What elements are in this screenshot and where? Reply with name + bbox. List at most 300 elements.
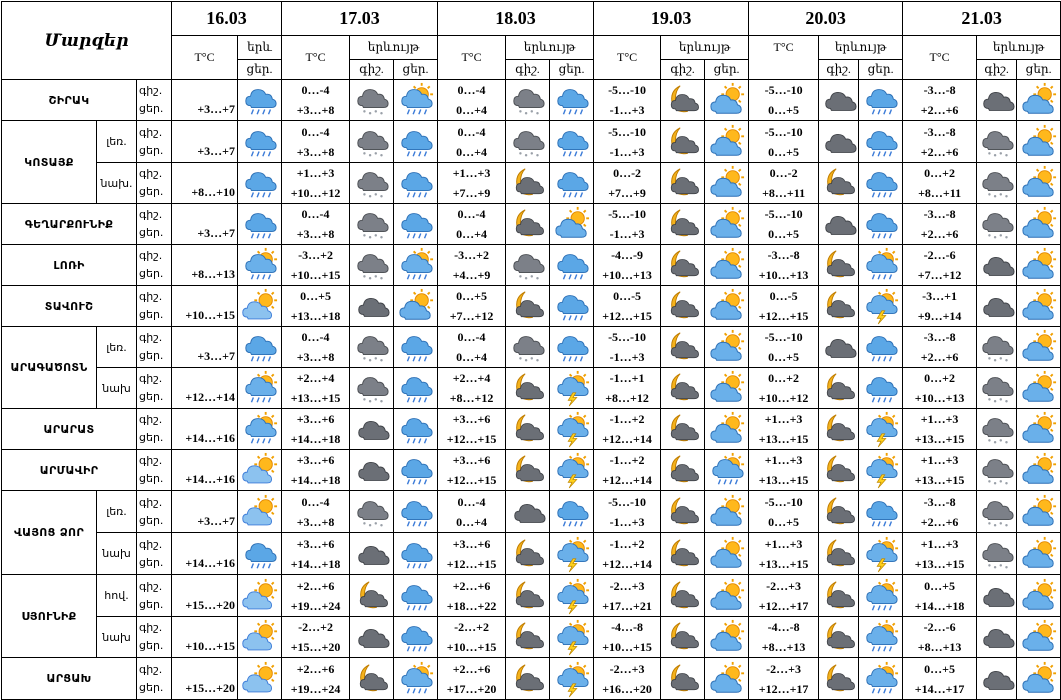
- night-weather-cell: [977, 491, 1017, 533]
- cloudsnow-icon: [354, 370, 390, 406]
- temp-range: [903, 204, 977, 245]
- day-temp: +12…+14: [602, 432, 652, 446]
- night-weather-cell: [977, 409, 1017, 450]
- dark-icon: [979, 661, 1015, 697]
- day-header: ցեր.: [394, 60, 438, 80]
- night-temp: -5…-10: [764, 494, 803, 509]
- night-label: գիշ.: [139, 249, 163, 262]
- dark-icon: [979, 578, 1015, 614]
- rain-icon: [242, 329, 278, 365]
- day-weather-cell: [550, 491, 594, 533]
- temp-header: T°C: [594, 36, 661, 80]
- day-weather-cell: [550, 286, 594, 327]
- suncloud-icon: [242, 619, 278, 655]
- night-temp: -5…-10: [608, 83, 647, 97]
- night-weather-cell: [350, 204, 394, 245]
- date-header: 21.03: [903, 2, 1061, 36]
- moon-icon: [354, 578, 390, 614]
- weather-cell: [238, 121, 282, 163]
- night-weather-cell: [506, 658, 550, 700]
- phenom-header: երևույթ: [506, 36, 594, 60]
- sun-icon: [709, 494, 745, 530]
- night-weather-cell: [506, 245, 550, 286]
- day-temp: +19…+24: [290, 598, 341, 613]
- night-temp: -3…-8: [923, 494, 956, 509]
- sun-icon: [1021, 578, 1057, 614]
- temp-range: [903, 575, 977, 617]
- moon-icon: [821, 165, 857, 201]
- night-weather-cell: [977, 163, 1017, 204]
- date-header: 19.03: [594, 2, 749, 36]
- night-weather-cell: [350, 533, 394, 575]
- day-weather-cell: [1017, 163, 1061, 204]
- day-label: ցեր.: [139, 390, 164, 403]
- night-weather-cell: [350, 121, 394, 163]
- temp-range: [282, 658, 350, 700]
- moon-icon: [665, 82, 701, 118]
- weather-cell: [238, 658, 282, 700]
- night-temp: +1…+3: [296, 166, 335, 180]
- temp-range: [282, 491, 350, 533]
- temp-header: T°C: [438, 36, 506, 80]
- date-header: 20.03: [749, 2, 903, 36]
- day-label: ցեր.: [139, 349, 164, 362]
- moon-icon: [665, 165, 701, 201]
- rain-icon: [398, 206, 434, 242]
- night-weather-cell: [661, 204, 705, 245]
- period-labels: [137, 617, 172, 658]
- day-label: ցեր.: [139, 513, 164, 527]
- night-label: գիշ.: [139, 208, 163, 221]
- temp-range: [282, 245, 350, 286]
- day-temp: 0…+5: [768, 514, 799, 529]
- night-temp: +2…+6: [296, 661, 335, 676]
- day-weather-cell: [394, 491, 438, 533]
- day-temp: +14…+17: [914, 681, 965, 696]
- moon-icon: [665, 619, 701, 655]
- night-header: գիշ.: [506, 60, 550, 80]
- temp-range: [438, 245, 506, 286]
- table-row: [2, 163, 1061, 184]
- suncloud-icon: [242, 452, 278, 488]
- day-temp: +8…+13: [172, 245, 238, 286]
- day-weather-cell: [550, 368, 594, 409]
- day-temp: +14…+18: [290, 432, 341, 446]
- temp-range: [903, 368, 977, 409]
- dark-icon: [354, 619, 390, 655]
- temp-range: [749, 617, 819, 658]
- day-weather-cell: [705, 450, 749, 491]
- night-weather-cell: [661, 533, 705, 575]
- cloudsnow-icon: [510, 82, 546, 118]
- region-subarea: լեռ.: [97, 327, 137, 368]
- night-weather-cell: [977, 121, 1017, 163]
- day-temp: +2…+6: [920, 227, 959, 241]
- rain-icon: [242, 82, 278, 118]
- moon-icon: [665, 411, 701, 447]
- weather-cell: [238, 491, 282, 533]
- suncloud-icon: [242, 288, 278, 324]
- day-label: ցեր.: [139, 431, 164, 444]
- night-temp: -4…-8: [611, 620, 644, 634]
- temp-range: [438, 617, 506, 658]
- phenom-header: երև: [238, 36, 282, 60]
- night-label: գիշ.: [139, 84, 163, 97]
- day-header: ցեր.: [1017, 60, 1061, 80]
- day-temp: +10…+12: [758, 391, 809, 405]
- day-weather-cell: [1017, 617, 1061, 658]
- night-temp: +2…+6: [452, 578, 491, 593]
- day-weather-cell: [394, 368, 438, 409]
- region-name: ՇԻՐԱԿ: [2, 80, 137, 121]
- sun-icon: [709, 619, 745, 655]
- day-temp: +13…+15: [914, 473, 965, 487]
- moon-icon: [665, 206, 701, 242]
- region-name: ԱՐԱԳԱԾՈՏՆ: [2, 327, 97, 409]
- table-row: [2, 80, 1061, 101]
- night-weather-cell: [661, 327, 705, 368]
- day-label: ցեր.: [139, 680, 164, 694]
- night-weather-cell: [977, 245, 1017, 286]
- temp-range: [438, 80, 506, 121]
- day-weather-cell: [394, 658, 438, 700]
- day-weather-cell: [859, 368, 903, 409]
- moon-icon: [821, 578, 857, 614]
- period-labels: [137, 409, 172, 450]
- day-weather-cell: [394, 575, 438, 617]
- day-weather-cell: [394, 163, 438, 204]
- period-labels: [137, 204, 172, 245]
- day-weather-cell: [550, 121, 594, 163]
- moon-icon: [821, 494, 857, 530]
- day-label: ցեր.: [139, 267, 164, 280]
- night-temp: +3…+6: [296, 536, 335, 551]
- day-temp: +10…+12: [290, 186, 341, 200]
- night-temp: -2…-6: [923, 248, 956, 262]
- night-weather-cell: [977, 617, 1017, 658]
- temp-range: [438, 204, 506, 245]
- temp-range: [749, 121, 819, 163]
- night-temp: -3…-8: [767, 248, 800, 262]
- night-temp: -2…+2: [454, 620, 489, 634]
- storm-icon: [554, 452, 590, 488]
- day-temp: +12…+17: [758, 681, 809, 696]
- temp-range: [438, 658, 506, 700]
- table-row: [2, 575, 1061, 596]
- night-temp: -4…-9: [611, 248, 644, 262]
- day-weather-cell: [550, 80, 594, 121]
- night-weather-cell: [661, 368, 705, 409]
- temp-range: [903, 80, 977, 121]
- sun-icon: [1021, 288, 1057, 324]
- night-weather-cell: [661, 409, 705, 450]
- cloudsnow-icon: [979, 370, 1015, 406]
- period-labels: [137, 245, 172, 286]
- sun-icon: [709, 370, 745, 406]
- night-temp: +1…+3: [764, 536, 803, 551]
- regions-header: Մարզեր: [2, 2, 172, 80]
- day-temp: +3…+7: [172, 204, 238, 245]
- temp-range: [438, 163, 506, 204]
- night-temp: 0…-4: [301, 124, 330, 139]
- temp-range: [282, 450, 350, 491]
- region-subarea: նախ: [97, 368, 137, 409]
- day-temp: -1…+3: [609, 144, 645, 159]
- temp-range: [903, 658, 977, 700]
- day-label: ցեր.: [139, 597, 164, 611]
- night-temp: -4…-8: [767, 620, 800, 634]
- temp-range: [903, 491, 977, 533]
- day-header: ցեր.: [238, 60, 282, 80]
- day-weather-cell: [1017, 409, 1061, 450]
- night-label: գիշ.: [139, 372, 163, 385]
- night-label: գիշ.: [139, 290, 163, 303]
- rain-icon: [554, 82, 590, 118]
- night-temp: +3…+6: [296, 453, 335, 467]
- moon-icon: [665, 661, 701, 697]
- sunrain-icon: [863, 619, 899, 655]
- day-weather-cell: [1017, 245, 1061, 286]
- night-weather-cell: [819, 80, 859, 121]
- dark-icon: [354, 452, 390, 488]
- moon-icon: [665, 494, 701, 530]
- region-name: ԿՈՏԱՅՔ: [2, 121, 97, 204]
- day-temp: +12…+15: [446, 556, 497, 571]
- period-labels: [137, 327, 172, 368]
- night-weather-cell: [506, 368, 550, 409]
- night-weather-cell: [506, 80, 550, 121]
- sunrain-icon: [863, 661, 899, 697]
- cloudsnow-icon: [979, 206, 1015, 242]
- night-temp: -2…+3: [609, 661, 645, 676]
- day-temp: +3…+8: [296, 350, 335, 364]
- dark-icon: [821, 329, 857, 365]
- phenom-header: երևույթ: [661, 36, 749, 60]
- date-header: 18.03: [438, 2, 594, 36]
- night-weather-cell: [977, 658, 1017, 700]
- day-weather-cell: [394, 286, 438, 327]
- night-weather-cell: [661, 450, 705, 491]
- dark-icon: [354, 288, 390, 324]
- dark-icon: [354, 536, 390, 572]
- temp-range: [749, 163, 819, 204]
- night-temp: -3…-8: [923, 207, 956, 221]
- table-row: [2, 409, 1061, 430]
- night-temp: +1…+3: [764, 412, 803, 426]
- day-temp: 0…+5: [768, 103, 799, 117]
- moon-icon: [665, 247, 701, 283]
- day-weather-cell: [859, 491, 903, 533]
- day-temp: +10…+15: [172, 617, 238, 658]
- night-temp: 0…-4: [301, 207, 330, 221]
- night-label: գիշ.: [139, 413, 163, 426]
- night-header: գիշ.: [661, 60, 705, 80]
- day-temp: +10…+15: [602, 640, 652, 654]
- night-label: գիշ.: [139, 454, 163, 467]
- night-temp: +3…+6: [296, 412, 335, 426]
- night-temp: -3…+2: [454, 248, 489, 262]
- temp-range: [749, 204, 819, 245]
- night-temp: 0…+2: [924, 371, 956, 385]
- rain-icon: [863, 82, 899, 118]
- temp-range: [282, 409, 350, 450]
- day-temp: +13…+15: [290, 391, 341, 405]
- day-temp: 0…+4: [456, 144, 487, 159]
- day-weather-cell: [705, 327, 749, 368]
- sun-icon: [1021, 536, 1057, 572]
- night-temp: -1…+2: [609, 453, 645, 467]
- temp-range: [282, 368, 350, 409]
- temp-range: [594, 80, 661, 121]
- rain-icon: [863, 494, 899, 530]
- sun-icon: [1021, 370, 1057, 406]
- night-weather-cell: [350, 327, 394, 368]
- night-label: գիշ.: [139, 579, 163, 593]
- region-name: ԳԵՂԱՐՔՈՒՆԻՔ: [2, 204, 137, 245]
- day-temp: +13…+15: [758, 473, 809, 487]
- table-row: [2, 121, 1061, 142]
- table-row: [2, 368, 1061, 389]
- moon-icon: [510, 370, 546, 406]
- suncloud-icon: [242, 494, 278, 530]
- table-row: [2, 327, 1061, 348]
- cloudsnow-icon: [979, 329, 1015, 365]
- sun-icon: [1021, 165, 1057, 201]
- night-temp: +1…+3: [764, 453, 803, 467]
- day-weather-cell: [550, 658, 594, 700]
- night-weather-cell: [506, 491, 550, 533]
- temp-range: [438, 575, 506, 617]
- temp-range: [594, 245, 661, 286]
- region-name: ՎԱՅՈՑ ՁՈՐ: [2, 491, 97, 575]
- weather-cell: [238, 80, 282, 121]
- night-label: գիշ.: [139, 621, 163, 634]
- day-weather-cell: [705, 245, 749, 286]
- day-temp: +3…+7: [172, 121, 238, 163]
- sun-icon: [709, 536, 745, 572]
- day-temp: +12…+15: [446, 473, 497, 487]
- night-temp: 0…-4: [301, 330, 330, 344]
- moon-icon: [821, 536, 857, 572]
- day-temp: +2…+6: [920, 144, 959, 159]
- moon-icon: [821, 247, 857, 283]
- day-temp: +12…+14: [172, 368, 238, 409]
- night-weather-cell: [819, 409, 859, 450]
- day-weather-cell: [1017, 121, 1061, 163]
- day-temp: +19…+24: [290, 681, 341, 696]
- night-weather-cell: [819, 658, 859, 700]
- day-temp: +10…+15: [446, 640, 497, 654]
- table-row: [2, 658, 1061, 679]
- day-label: ցեր.: [139, 143, 164, 157]
- temp-range: [282, 204, 350, 245]
- day-temp: +10…+13: [602, 268, 652, 282]
- day-label: ցեր.: [139, 185, 164, 198]
- day-weather-cell: [1017, 204, 1061, 245]
- day-label: ցեր.: [139, 308, 164, 321]
- day-weather-cell: [1017, 286, 1061, 327]
- day-weather-cell: [1017, 533, 1061, 575]
- night-weather-cell: [661, 575, 705, 617]
- cloudsnow-icon: [979, 411, 1015, 447]
- day-temp: +17…+21: [602, 598, 652, 613]
- rain-icon: [242, 165, 278, 201]
- night-temp: +1…+3: [452, 166, 491, 180]
- dark-icon: [821, 82, 857, 118]
- storm-icon: [554, 536, 590, 572]
- night-weather-cell: [506, 450, 550, 491]
- night-temp: 0…-5: [613, 289, 642, 303]
- day-weather-cell: [394, 121, 438, 163]
- night-label: գիշ.: [139, 537, 163, 551]
- day-temp: +8…+12: [605, 391, 649, 405]
- table-row: [2, 204, 1061, 225]
- night-temp: 0…+5: [456, 289, 487, 303]
- phenom-header: երևույթ: [350, 36, 438, 60]
- night-weather-cell: [819, 533, 859, 575]
- night-weather-cell: [506, 327, 550, 368]
- night-weather-cell: [819, 245, 859, 286]
- region-name: ՏԱՎՈՒՇ: [2, 286, 137, 327]
- cloudsnow-icon: [354, 247, 390, 283]
- temp-range: [903, 617, 977, 658]
- rain-icon: [554, 124, 590, 160]
- night-temp: 0…+2: [924, 166, 956, 180]
- night-temp: 0…+2: [768, 371, 799, 385]
- moon-icon: [510, 411, 546, 447]
- day-temp: +18…+22: [446, 598, 497, 613]
- day-weather-cell: [394, 617, 438, 658]
- night-weather-cell: [506, 575, 550, 617]
- moon-icon: [665, 452, 701, 488]
- rain-icon: [398, 329, 434, 365]
- forecast-table: [1, 1, 1061, 700]
- region-name: ԼՈՌԻ: [2, 245, 137, 286]
- weather-cell: [238, 533, 282, 575]
- rain-icon: [242, 124, 278, 160]
- day-temp: +10…+15: [172, 286, 238, 327]
- night-temp: 0…-4: [457, 207, 486, 221]
- sun-icon: [1021, 452, 1057, 488]
- night-weather-cell: [819, 368, 859, 409]
- day-weather-cell: [859, 658, 903, 700]
- region-subarea: հով.: [97, 575, 137, 617]
- night-weather-cell: [661, 121, 705, 163]
- day-temp: +7…+9: [608, 186, 646, 200]
- night-temp: -3…+2: [298, 248, 333, 262]
- rain-icon: [398, 452, 434, 488]
- temp-header: T°C: [903, 36, 977, 80]
- cloudsnow-icon: [979, 536, 1015, 572]
- night-temp: +1…+3: [920, 412, 959, 426]
- temp-range: [282, 163, 350, 204]
- night-temp: 0…+5: [300, 289, 331, 303]
- night-weather-cell: [350, 450, 394, 491]
- night-temp: -5…-10: [764, 83, 803, 97]
- temp-range: [282, 121, 350, 163]
- temp-range: [594, 658, 661, 700]
- day-weather-cell: [705, 533, 749, 575]
- night-label: գիշ.: [139, 495, 163, 509]
- day-weather-cell: [705, 368, 749, 409]
- day-weather-cell: [859, 617, 903, 658]
- moon-icon: [510, 619, 546, 655]
- night-weather-cell: [506, 204, 550, 245]
- night-temp: +3…+6: [452, 536, 491, 551]
- day-temp: 0…+4: [456, 227, 487, 241]
- day-header: ցեր.: [859, 60, 903, 80]
- dark-icon: [979, 82, 1015, 118]
